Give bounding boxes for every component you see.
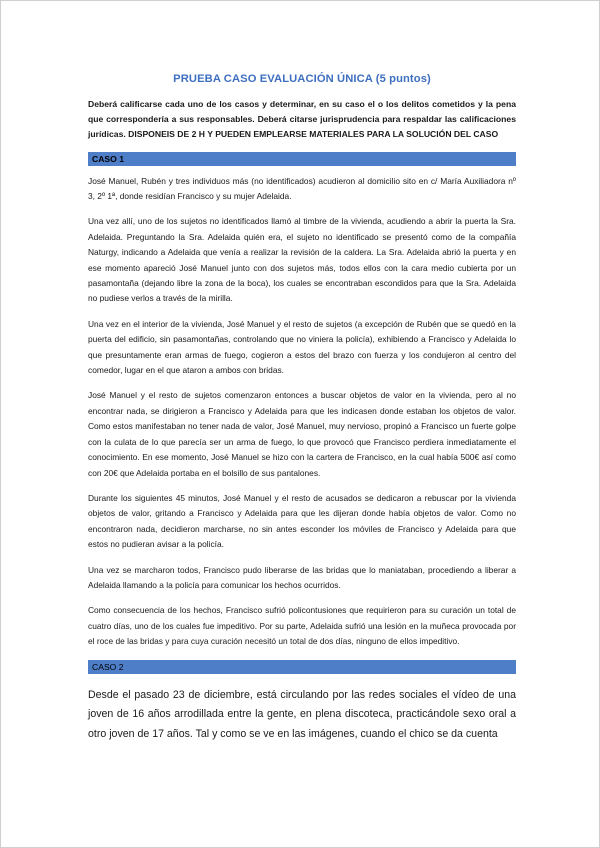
instructions-paragraph: Deberá calificarse cada uno de los casos y determinar, en su caso el o los delitos cometidos y la pena que correspondería a sus responsables. Deberá citarse jurisprudencia para respaldar las calificaciones jurídicas. DISPONEIS DE 2 H Y PUEDEN EMPLEARSE MATERIALES PARA LA SOLUCIÓN DEL CASO [88, 99, 516, 140]
case-1-paragraph-1: José Manuel, Rubén y tres individuos más (no identificados) acudieron al domicilio sito en c/ María Auxiliadora nº 3, 2º 1ª, donde residían Francisco y su mujer Adelaida. [88, 175, 516, 202]
case-1-paragraph-2: Una vez allí, uno de los sujetos no identificados llamó al timbre de la vivienda, acudiendo a abrir la puerta la Sra. Adelaida. Preguntando la Sra. Adelaida quién era, el sujeto no identificado se presentó como de la compañía Naturgy, indicando a Adelaida que venía a realizar la revisión de la caldera. La Sra. Adelaida abrió la puerta y en ese momento apareció José Manuel junto con dos sujetos más, todos ellos con la cara medio cubierta por un pasamontaña (dejando libre la zona de la boca), los cuales se encontraban escondidos para que la Sra. Adelaida no pudiese verlos a través de la mirilla. [88, 216, 516, 304]
case-2-heading: CASO 2 [88, 660, 516, 674]
case-2-paragraph-1: Desde el pasado 23 de diciembre, está circulando por las redes sociales el vídeo de una joven de 16 años arrodillada entre la gente, en plena discoteca, practicándole sexo oral a otro joven de 17 años. Tal y como se ve en las imágenes, cuando el chico se da cuenta [88, 688, 516, 740]
case-1-paragraph-4: José Manuel y el resto de sujetos comenzaron entonces a buscar objetos de valor en la vivienda, pero al no encontrar nada, se dirigieron a Francisco y Adelaida para que les indicasen donde estaban los objetos de valor. Como estos manifestaban no tener nada de valor, José Manuel, muy nervioso, propinó a Francisco un fuerte golpe con la culata de lo que parecía ser un arma de fuego, lo que provocó que Francisco perdiera inmediatamente el conocimiento. En ese momento, José Manuel se hizo con la cartera de Francisco, en la cual había 500€ así como con 20€ que Adelaida portaba en el bolsillo de sus pantalones. [88, 390, 516, 478]
document-title: PRUEBA CASO EVALUACIÓN ÚNICA (5 puntos) [173, 73, 431, 85]
document-body [88, 73, 516, 744]
case-1-paragraph-7: Como consecuencia de los hechos, Francisco sufrió policontusiones que requirieron para su curación un total de cuatro días, uno de los cuales fue impeditivo. Por su parte, Adelaida sufrió una lesión en la muñeca provocada por el roce de las bridas y para cuya curación necesitó un total de dos días, ninguno de ellos impeditivo. [88, 605, 516, 647]
case-1-paragraph-3: Una vez en el interior de la vivienda, José Manuel y el resto de sujetos (a excepción de Rubén que se quedó en la puerta del edificio, sin pasamontañas, controlando que no viniera la policía), exhibiendo a Francisco y Adelaida lo que presuntamente eran armas de fuego, cogieron a estos del brazo con fuerza y los condujeron al centro del comedor, lugar en el que ataron a ambos con bridas. [88, 318, 516, 376]
case-1-paragraph-6: Una vez se marcharon todos, Francisco pudo liberarse de las bridas que lo maniataban, procediendo a liberar a Adelaida llamando a la policía para comunicar los hechos ocurridos. [88, 564, 516, 590]
case-1-paragraph-5: Durante los siguientes 45 minutos, José Manuel y el resto de acusados se dedicaron a rebuscar por la vivienda objetos de valor, gritando a Francisco y Adelaida para que les dijeran donde había objetos de valor. Como no encontraron nada, decidieron marcharse, no sin antes esconder los móviles de Francisco y Adelaida para que estos no pudieran avisar a la policía. [88, 492, 516, 550]
case-1-heading: CASO 1 [88, 152, 516, 166]
